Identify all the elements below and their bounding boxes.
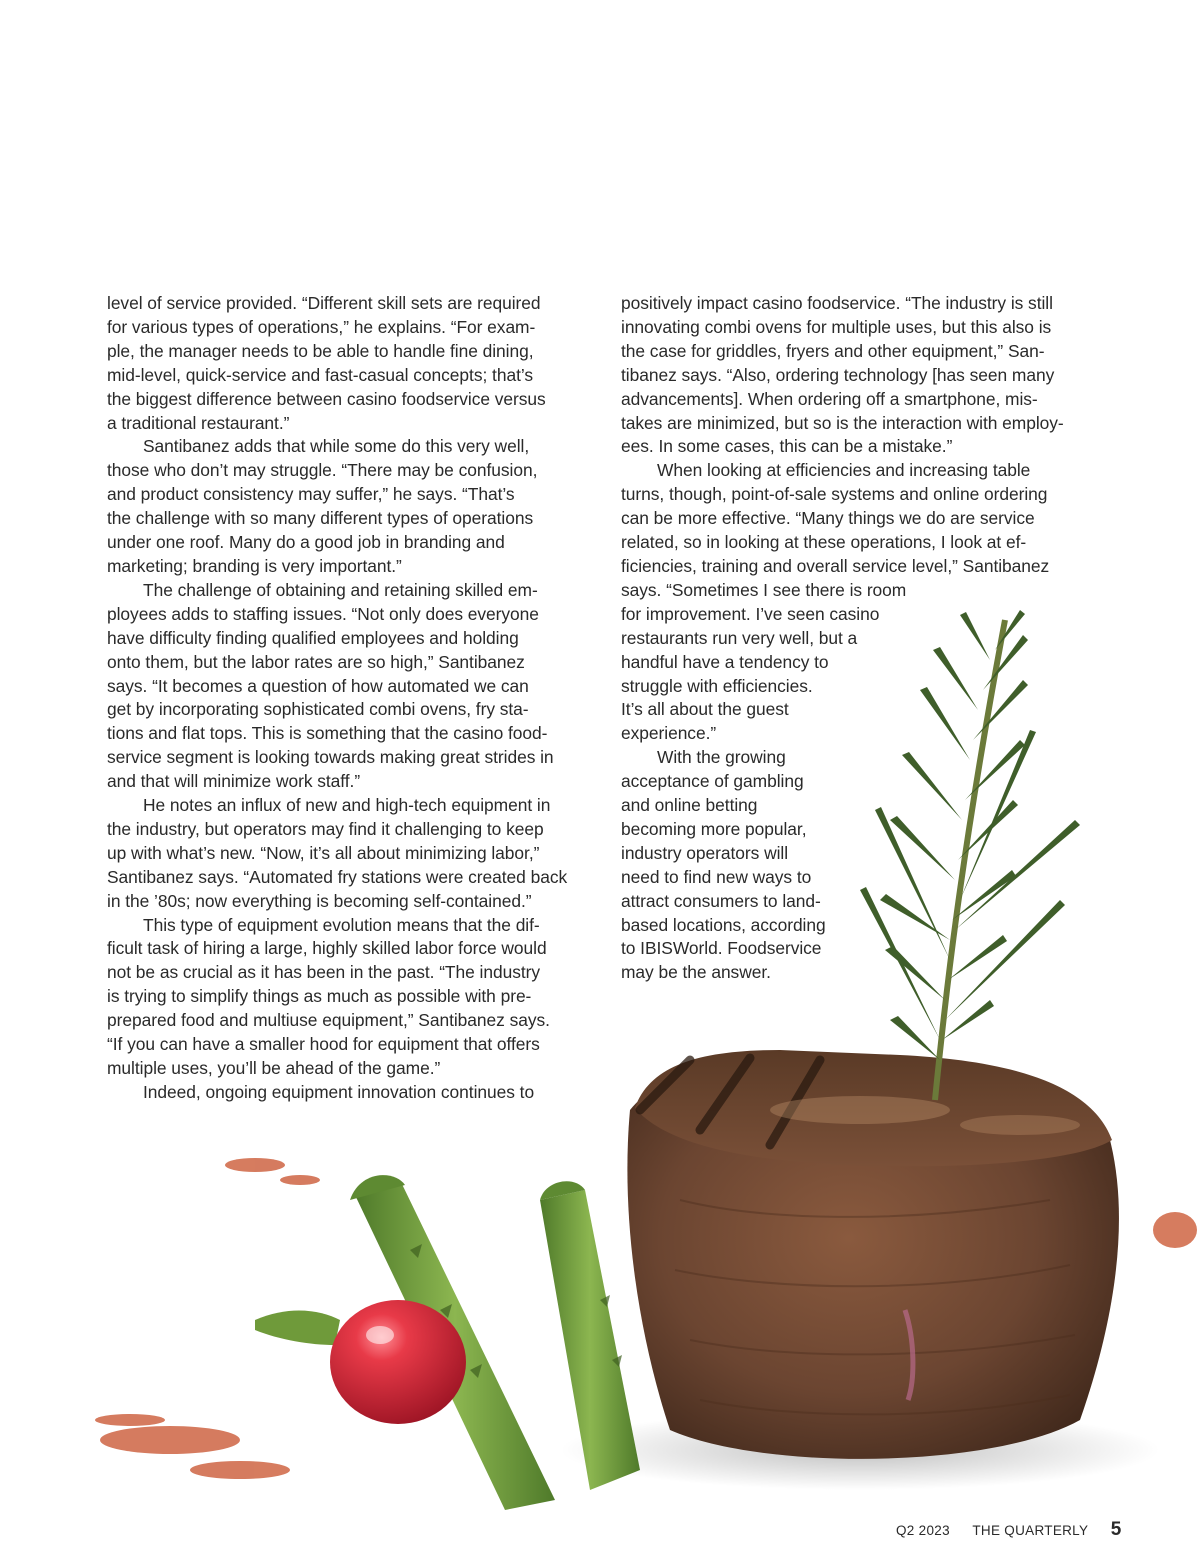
text-line: acceptance of gambling bbox=[621, 771, 804, 792]
text-line: Santibanez adds that while some do this very well, bbox=[143, 436, 530, 457]
text-line: The challenge of obtaining and retaining skilled em- bbox=[143, 579, 538, 600]
text-line: get by incorporating sophisticated combi ovens, fry sta- bbox=[107, 699, 529, 720]
text-line: With the growing bbox=[657, 747, 786, 768]
text-line: under one roof. Many do a good job in branding and bbox=[107, 532, 505, 553]
text-line: the biggest difference between casino foodservice versus bbox=[107, 388, 546, 409]
text-line: service segment is looking towards making great strides in bbox=[107, 747, 554, 768]
text-line: He notes an influx of new and high-tech equipment in bbox=[143, 795, 551, 816]
article-column-right bbox=[621, 292, 1116, 985]
article-paragraph bbox=[107, 435, 603, 578]
text-line: industry operators will bbox=[621, 842, 789, 863]
text-line: ployees adds to staffing issues. “Not only does everyone bbox=[107, 603, 539, 624]
cherry-tomato bbox=[330, 1300, 466, 1424]
asparagus-back bbox=[540, 1181, 640, 1490]
text-line: Indeed, ongoing equipment innovation continues to bbox=[143, 1081, 535, 1102]
text-line: advancements]. When ordering off a smartphone, mis- bbox=[621, 388, 1038, 409]
text-line: handful have a tendency to bbox=[621, 651, 829, 672]
text-line: the industry, but operators may find it challenging to keep bbox=[107, 818, 544, 839]
text-line: ficult task of hiring a large, highly skilled labor force would bbox=[107, 938, 547, 959]
text-line: tibanez says. “Also, ordering technology [has seen many bbox=[621, 364, 1055, 385]
article-column-left bbox=[107, 292, 603, 1105]
text-line: This type of equipment evolution means that the dif- bbox=[143, 914, 540, 935]
text-line: level of service provided. “Different skill sets are required bbox=[107, 293, 541, 313]
text-line: says. “Sometimes I see there is room bbox=[621, 579, 907, 600]
text-line: positively impact casino foodservice. “The industry is still bbox=[621, 293, 1053, 313]
text-line: takes are minimized, but so is the interaction with employ- bbox=[621, 412, 1064, 433]
text-line: innovating combi ovens for multiple uses, but this also is bbox=[621, 316, 1052, 337]
text-line: the challenge with so many different types of operations bbox=[107, 508, 534, 529]
steak bbox=[627, 1050, 1119, 1459]
text-line: and online betting bbox=[621, 795, 758, 816]
text-line: struggle with efficiencies. bbox=[621, 675, 813, 696]
text-line: multiple uses, you’ll be ahead of the game.” bbox=[107, 1058, 441, 1078]
article-paragraph bbox=[107, 292, 603, 435]
text-line: based locations, according bbox=[621, 914, 826, 935]
article-paragraph bbox=[621, 746, 1116, 985]
text-line: experience.” bbox=[621, 723, 717, 744]
text-line: ficiencies, training and overall service level,” Santibanez bbox=[621, 555, 1050, 576]
text-line: mid-level, quick-service and fast-casual concepts; that’s bbox=[107, 364, 533, 385]
text-line: It’s all about the guest bbox=[621, 699, 789, 720]
text-line: not be as crucial as it has been in the past. “The industry bbox=[107, 962, 541, 983]
text-line: may be the answer. bbox=[621, 962, 771, 983]
article-paragraph bbox=[107, 579, 603, 794]
text-line: marketing; branding is very important.” bbox=[107, 555, 402, 576]
text-line: have difficulty finding qualified employees and holding bbox=[107, 627, 519, 648]
text-line: restaurants run very well, but a bbox=[621, 627, 858, 648]
text-line: attract consumers to land- bbox=[621, 890, 821, 911]
article-paragraph bbox=[621, 292, 1116, 459]
text-line: When looking at efficiencies and increasing table bbox=[657, 460, 1031, 481]
text-line: onto them, but the labor rates are so high,” Santibanez bbox=[107, 651, 525, 672]
text-line: prepared food and multiuse equipment,” Santibanez says. bbox=[107, 1010, 550, 1031]
text-line: those who don’t may struggle. “There may be confusion, bbox=[107, 460, 538, 481]
text-line: ees. In some cases, this can be a mistake.” bbox=[621, 436, 953, 457]
text-line: up with what’s new. “Now, it’s all about minimizing labor,” bbox=[107, 842, 540, 863]
text-line: to IBISWorld. Foodservice bbox=[621, 938, 822, 959]
text-line: ple, the manager needs to be able to handle fine dining, bbox=[107, 340, 534, 361]
text-line: tions and flat tops. This is something that the casino food- bbox=[107, 723, 548, 744]
asparagus-tip bbox=[255, 1311, 340, 1345]
article-paragraph bbox=[621, 459, 1116, 746]
text-line: for various types of operations,” he explains. “For exam- bbox=[107, 316, 536, 337]
text-line: Santibanez says. “Automated fry stations were created back bbox=[107, 866, 568, 887]
text-line: is trying to simplify things as much as possible with pre- bbox=[107, 986, 532, 1007]
page-number: 5 bbox=[1110, 1519, 1122, 1540]
text-line: need to find new ways to bbox=[621, 866, 812, 887]
text-line: the case for griddles, fryers and other equipment,” San- bbox=[621, 340, 1045, 361]
text-line: and product consistency may suffer,” he says. “That’s bbox=[107, 484, 515, 505]
issue-date: Q2 2023 bbox=[896, 1523, 950, 1538]
text-line: turns, though, point-of-sale systems and online ordering bbox=[621, 484, 1048, 505]
text-line: in the ’80s; now everything is becoming self-contained.” bbox=[107, 890, 532, 911]
text-line: “If you can have a smaller hood for equipment that offers bbox=[107, 1034, 540, 1055]
page-footer bbox=[896, 1519, 1121, 1541]
text-line: a traditional restaurant.” bbox=[107, 412, 290, 433]
article-paragraph bbox=[107, 1081, 603, 1105]
text-line: related, so in looking at these operations, I look at ef- bbox=[621, 532, 1027, 553]
article-paragraph bbox=[107, 794, 603, 914]
text-line: becoming more popular, bbox=[621, 818, 807, 839]
text-line: says. “It becomes a question of how automated we can bbox=[107, 675, 529, 696]
text-line: and that will minimize work staff.” bbox=[107, 771, 361, 792]
article-paragraph bbox=[107, 914, 603, 1081]
text-line: can be more effective. “Many things we do are service bbox=[621, 508, 1035, 529]
publication-name: THE QUARTERLY bbox=[972, 1523, 1089, 1538]
text-line: for improvement. I’ve seen casino bbox=[621, 603, 880, 624]
